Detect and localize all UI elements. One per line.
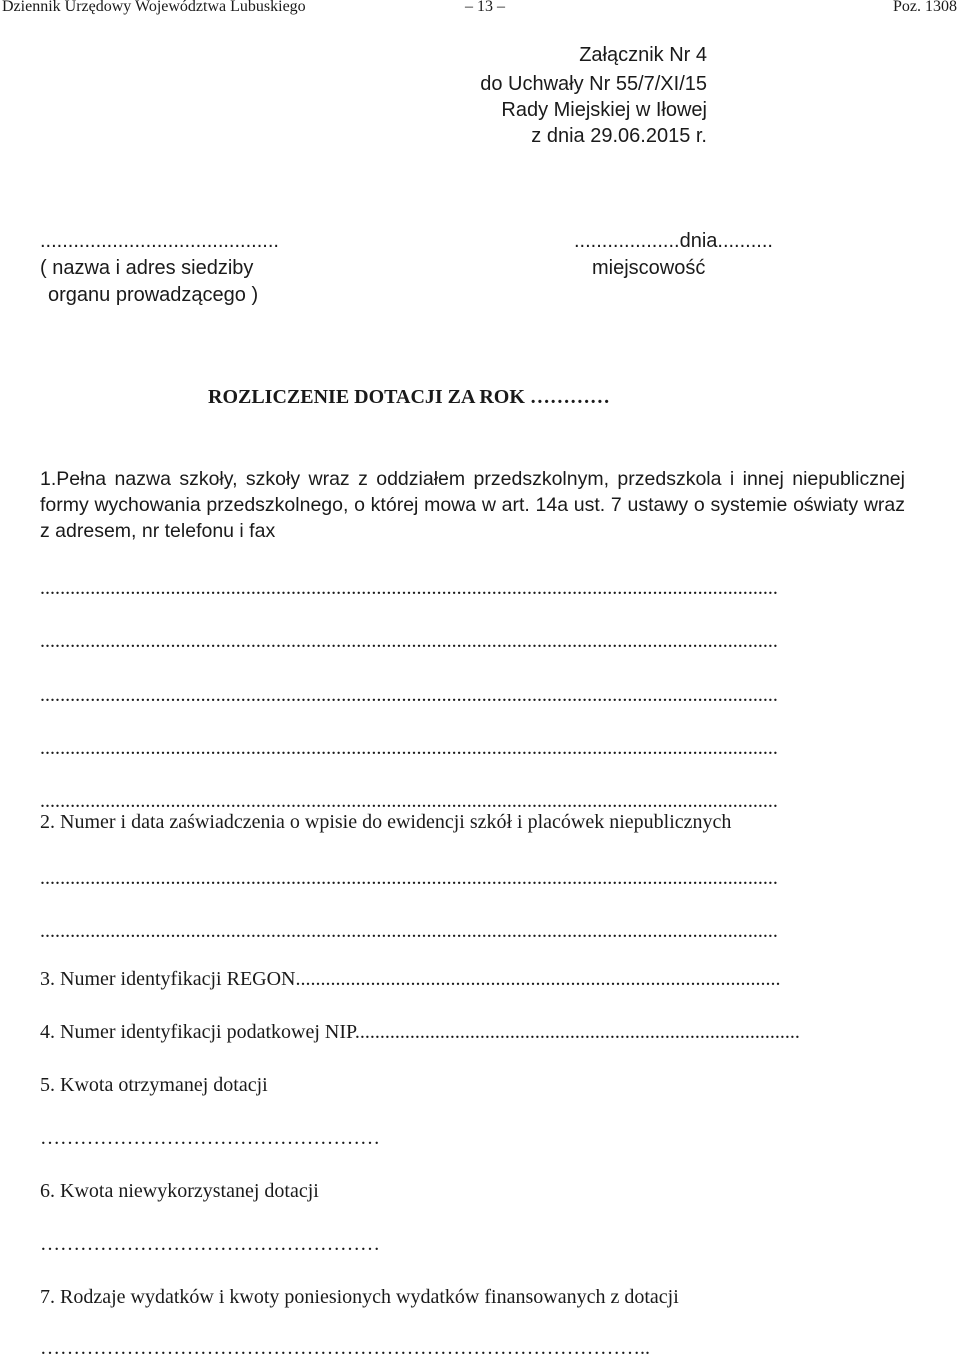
item-4-text: 4. Numer identyfikacji podatkowej NIP......................................................................................... [40,1021,800,1043]
item-1-text: 1.Pełna nazwa szkoły, szkoły wraz z oddziałem przedszkolnym, przedszkola i innej niepublicznej formy wychowania przedszkolnego, o której mowa w art. 14a ust. 7 ustawy o systemie oświaty wraz z adresem, nr telefonu i fax [40,468,905,542]
amount-fill-line: …………………………………………… [40,1127,380,1149]
position-number: Poz. 1308 [893,0,957,15]
place-label: miejscowość [592,257,706,279]
fill-line: ................................................................................................................................................... [40,920,778,942]
item-3-text: 3. Numer identyfikacji REGON................................................................................................. [40,968,781,990]
fill-line: ................................................................................................................................................... [40,867,778,889]
item-6-text: 6. Kwota niewykorzystanej dotacji [40,1180,319,1202]
annex-line-4: z dnia 29.06.2015 r. [531,125,707,147]
fill-line: ................................................................................................................................................... [40,577,778,599]
fill-line: ................................................................................................................................................... [40,630,778,652]
fill-line: ................................................................................................................................................... [40,737,778,759]
item-5-text: 5. Kwota otrzymanej dotacji [40,1074,268,1096]
fill-line: ................................................................................................................................................... [40,684,778,706]
annex-line-2: do Uchwały Nr 55/7/XI/15 [480,73,707,95]
annex-line-1: Załącznik Nr 4 [579,44,707,66]
amount-fill-line: …………………………………………… [40,1233,380,1255]
organ-address-label-1: ( nazwa i adres siedziby [40,257,254,279]
organ-address-dots: ........................................... [40,230,279,252]
expenses-fill-line: ……………………………………………………………………………….. [40,1337,650,1359]
organ-address-label-2: organu prowadzącego ) [48,284,259,306]
place-date-dots: ...................dnia.......... [574,230,773,252]
journal-title: Dziennik Urzędowy Województwa Lubuskiego [2,0,306,15]
fill-line: ................................................................................................................................................... [40,790,778,812]
page-number: – 13 – [465,0,505,15]
document-title: ROZLICZENIE DOTACJI ZA ROK ………… [208,386,610,408]
item-2-text: 2. Numer i data zaświadczenia o wpisie do ewidencji szkół i placówek niepublicznych [40,811,732,833]
item-7-text: 7. Rodzaje wydatków i kwoty poniesionych wydatków finansowanych z dotacji [40,1286,679,1308]
annex-line-3: Rady Miejskiej w Iłowej [501,99,707,121]
